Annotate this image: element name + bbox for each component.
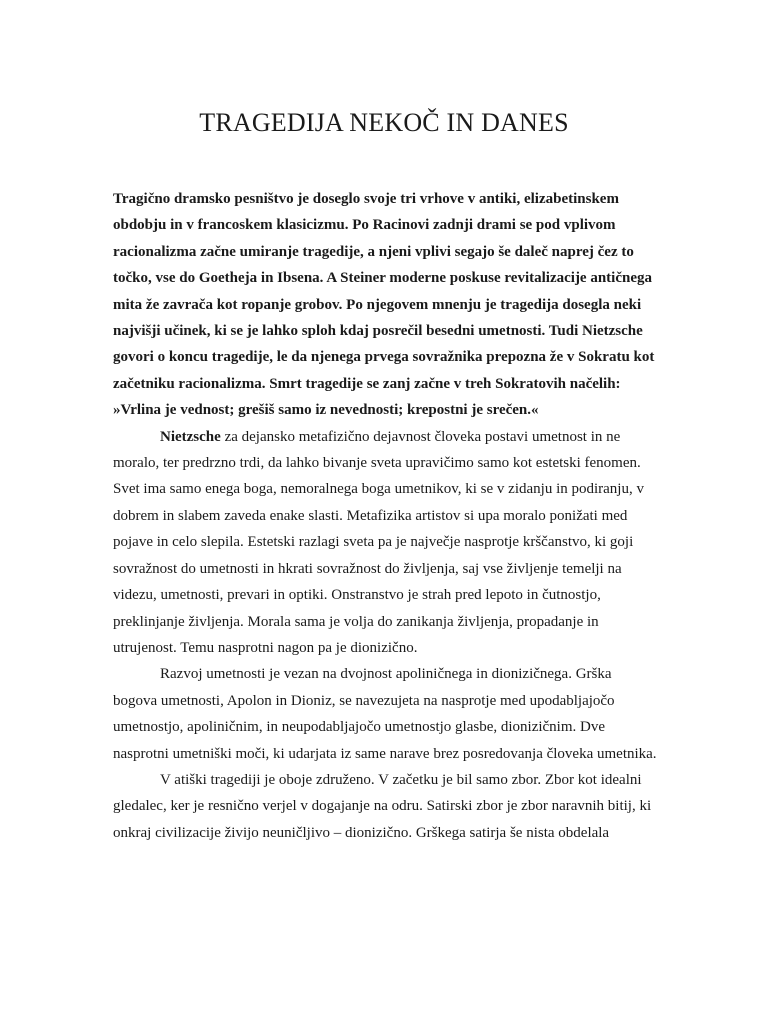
paragraph-nietzsche [113,424,658,662]
nietzsche-name: Nietzsche [160,428,221,445]
paragraph-attic-tragedy: V atiški tragediji je oboje združeno. V začetku je bil samo zbor. Zbor kot idealni gledalec, ker je resnično verjel v dogajanje na odru. Satirski zbor je zbor naravnih bitij, ki onkraj civilizacije živijo neuničljivo – dionizično. Grškega satirja še nista obdelala [113,771,652,841]
document-body [113,186,658,846]
paragraph-art-duality: Razvoj umetnosti je vezan na dvojnost apoliničnega in dionizičnega. Grška bogova umetnosti, Apolon in Dioniz, se navezujeta na nasprotje med upodabljajočo umetnostjo, apoliničnim, in neupodabljajočo umetnostjo glasbe, dionizičnim. Dve nasprotni umetniški moči, ki udarjata iz same narave brez posredovanja človeka umetnika. [113,666,657,762]
paragraph-nietzsche-text: za dejansko metafizično dejavnost človeka postavi umetnost in ne moralo, ter predrzno trdi, da lahko bivanje sveta upravičimo samo kot estetski fenomen. Svet ima samo enega boga, nemoralnega boga umetnikov, ki se v zidanju in podiranju, v dobrem in slabem zaveda enake slasti. Metafizika artistov si upa moralo ponižati med pojave in celo slepila. Estetski razlagi sveta pa je največje nasprotje krščanstvo, ki goji sovražnost do umetnosti in hkrati sovražnost do življenja, saj vse življenje temelji na videzu, umetnosti, prevari in optiki. Onstranstvo je strah pred lepoto in čutnostjo, preklinjanje življenja. Morala sama je volja do zanikanja življenja, propadanje in utrujenost. Temu nasprotni nagon pa je dionizično. [113,428,644,656]
intro-paragraph: Tragično dramsko pesništvo je doseglo svoje tri vrhove v antiki, elizabetinskem obdobju in v francoskem klasicizmu. Po Racinovi zadnji drami se pod vplivom racionalizma začne umiranje tragedije, a njeni vplivi segajo še daleč naprej čez to točko, vse do Goetheja in Ibsena. A Steiner moderne poskuse revitalizacije antičnega mita že zavrača kot ropanje grobov. Po njegovem mnenju je tragedija dosegla neki najvišji učinek, ki se je lahko sploh kdaj posrečil besedni umetnosti. Tudi Nietzsche govori o koncu tragedije, le da njenega prvega sovražnika prepozna že v Sokratu kot začetniku racionalizma. Smrt tragedije se zanj začne v treh Sokratovih načelih: »Vrlina je vednost; grešiš samo iz nevednosti; krepostni je srečen.« [113,191,655,419]
document-title: TRAGEDIJA NEKOČ IN DANES [199,108,569,137]
